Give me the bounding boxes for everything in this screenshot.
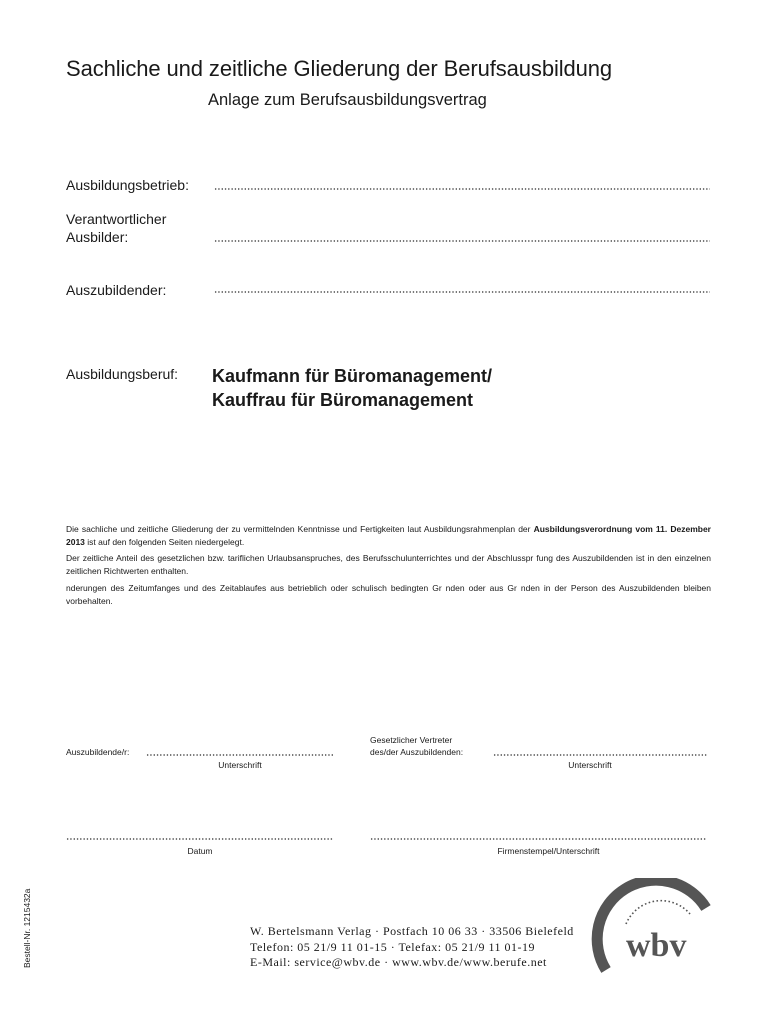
vertreter-signature-caption: Unterschrift [568, 760, 612, 770]
ausbilder-field[interactable] [214, 240, 710, 242]
beruf-value [212, 364, 492, 412]
vertreter-label-line2: des/der Auszubildenden: [370, 747, 464, 757]
paragraph-gliederung [66, 523, 711, 548]
wbv-logo-arc-icon [588, 878, 718, 978]
beruf-line-2: Kauffrau für Büromanagement [212, 390, 474, 410]
azubi-signature-caption: Unterschrift [218, 760, 262, 770]
vertreter-label-line1: Gesetzlicher Vertreter [370, 735, 453, 745]
betrieb-field[interactable] [214, 188, 710, 190]
betrieb-label: Ausbildungsbetrieb: [66, 177, 189, 193]
datum-caption: Datum [187, 846, 213, 856]
ausbilder-label-line2: Ausbilder: [66, 229, 129, 245]
page-subtitle: Anlage zum Berufsausbildungsvertrag [208, 91, 487, 109]
order-number: Bestell-Nr. 1215432a [22, 888, 32, 968]
page-title: Sachliche und zeitliche Gliederung der Berufsausbildung [66, 56, 613, 81]
publisher-address [250, 924, 574, 971]
stempel-caption: Firmenstempel/Unterschrift [497, 846, 600, 856]
beruf-line-1: Kaufmann für Büromanagement/ [212, 366, 493, 386]
azubi-label: Auszubildender: [66, 282, 167, 298]
paragraph-1-bold: Ausbildungsverordnung vom 11. Dezember 2013 [66, 524, 711, 547]
vertreter-signature-field[interactable] [493, 754, 707, 756]
stempel-field[interactable] [370, 838, 707, 840]
address-line-2: Telefon: 05 21/9 11 01-15 · Telefax: 05 21/9 11 01-19 [250, 939, 535, 954]
wbv-logo-text: wbv [626, 927, 687, 964]
beruf-label: Ausbildungsberuf: [66, 366, 179, 382]
wbv-logo [588, 878, 718, 978]
azubi-signature-label: Auszubildende/r: [66, 747, 130, 757]
address-line-3: E-Mail: service@wbv.de · www.wbv.de/www.berufe.net [250, 955, 547, 970]
datum-field[interactable] [66, 838, 334, 840]
paragraph-1-text: Die sachliche und zeitliche Gliederung der zu vermittelnden Kenntnisse und Fertigkeiten laut Ausbildungsrahmenplan der [66, 524, 534, 534]
ausbilder-label-line1: Verantwortlicher [66, 211, 167, 227]
paragraph-aenderungen: nderungen des Zeitumfanges und des Zeitablaufes aus betrieblich oder schulisch bedingten Gr nden oder aus Gr nden in der Person des Auszubildenden bleiben vorbehalten. [66, 583, 711, 606]
address-line-1: W. Bertelsmann Verlag · Postfach 10 06 33 · 33506 Bielefeld [250, 924, 574, 938]
azubi-field[interactable] [214, 291, 710, 293]
paragraph-zeitanteil: Der zeitliche Anteil des gesetzlichen bzw. tariflichen Urlaubsanspruches, des Berufsschulunterrichtes und der Abschlusspr fung des Auszubildenden ist in den einzelnen zeitlichen Richtwerten enthalten. [66, 553, 711, 576]
paragraph-1-end: ist auf den folgenden Seiten niedergelegt. [84, 536, 245, 547]
azubi-signature-field[interactable] [146, 754, 334, 756]
